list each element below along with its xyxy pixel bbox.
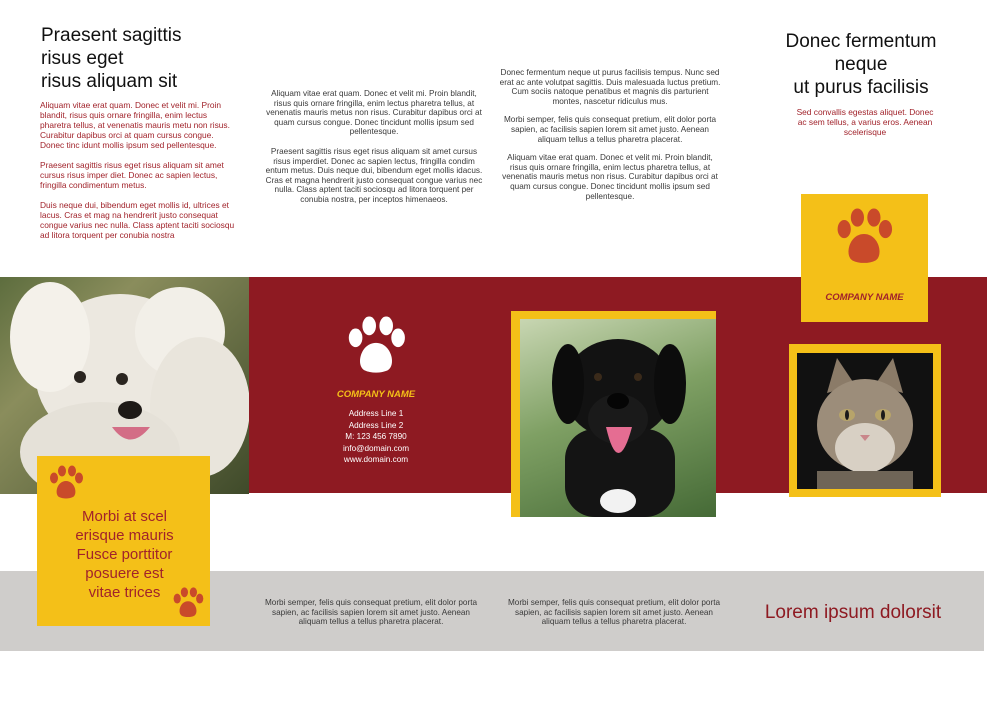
company-name: COMPANY NAME xyxy=(336,389,416,400)
paragraph: Praesent sagittis risus eget risus aliquam sit amet cursus risus imper diet. Donec ac sapien lectus, fringilla condimentum metus. xyxy=(40,160,224,190)
cat-photo xyxy=(797,353,933,489)
paw-print-icon xyxy=(341,314,411,382)
left-yellow-box-text: Morbi at scel erisque mauris Fusce porttitor posuere est vitae trices xyxy=(75,508,174,601)
paragraph: Aliquam vitae erat quam. Donec et velit mi. Proin blandit, risus quis ornare fringilla, enim lectus pharetra tellus, at venenatis mauris metus non risus. Curabitur dapibus orci at quam cursus congue. Donec tincidunt mollis ipsum sed pellentesque. xyxy=(502,153,718,201)
address-line: Address Line 2 xyxy=(348,420,404,430)
paragraph: Praesent sagittis risus eget risus aliquam sit amet cursus risus imperdiet. Donec ac sapien lectus, fringilla condim entum metus. Duis neque dui, bibendum eget mollis idacus. Cras et magna hendrerit justo consequat congue varius nec nulla. Class aptent taciti sociosqu ad litora torquent per conubia nostra, per inceptos himenaeos. xyxy=(265,146,483,204)
paragraph: Duis neque dui, bibendum eget mollis id, ultrices et lacus. Cras et mag na hendrerit justo consequat congue varius nec nulla. Class aptent taciti sociosqu ad litora torquent per conubia nostra xyxy=(40,200,235,240)
paw-print-icon xyxy=(46,464,86,504)
left-heading: Praesent sagittis risus eget risus aliquam sit xyxy=(41,25,182,92)
right-heading: Donec fermentum neque ut purus facilisis xyxy=(785,31,937,98)
column-three-text xyxy=(499,68,721,210)
paragraph: Donec fermentum neque ut purus facilisis tempus. Nunc sed erat ac ante volutpat sagittis. Duis malesuada luctus pretium. Cum sociis natoque penatibus et magnis dis parturient montes, nascetur ridiculus mus. xyxy=(499,68,721,106)
column-three-footer-text: Morbi semper, felis quis consequat pretium, elit dolor porta sapien, ac facilisis sapien lorem sit amet justo. Aenean aliquam tellus a tellus pharetra placerat. xyxy=(507,598,721,627)
paragraph: Aliquam vitae erat quam. Donec et velit mi. Proin blandit, risus quis ornare fringilla, enim lectus pharetra tellus, at venenatis mauris metu non risus. Curabitur dapibus orci at quam cursus congue. Donec tinc idunt mollis ipsum sed pellentesque. xyxy=(40,100,230,150)
black-dog-photo xyxy=(520,319,716,517)
website: www.domain.com xyxy=(343,455,409,464)
column-two-text xyxy=(262,89,486,215)
left-body-text xyxy=(40,100,240,250)
right-subtext: Sed convallis egestas aliquet. Donec ac sem tellus, a varius eros. Aenean scelerisque xyxy=(796,107,934,137)
address-line: Address Line 1 xyxy=(348,409,404,418)
paw-print-icon xyxy=(831,206,897,272)
email: info@domain.com xyxy=(342,443,410,453)
footer-title: Lorem ipsum dolorsit xyxy=(764,602,942,623)
paragraph: Aliquam vitae erat quam. Donec et velit mi. Proin blandit, risus quis ornare fringilla, enim lectus pharetra tellus, at venenatis mauris metus non risus. Curabitur dapibus orci at quam cursus congue. Donec tincidunt mollis ipsum sed pellentesque. xyxy=(266,89,482,137)
phone: M: 123 456 7890 xyxy=(345,432,407,441)
column-two-footer-text: Morbi semper, felis quis consequat pretium, elit dolor porta sapien, ac facilisis sapien lorem sit amet justo. Aenean aliquam tellus a tellus pharetra placerat. xyxy=(264,598,478,627)
contact-block xyxy=(313,408,439,466)
company-name: COMPANY NAME xyxy=(825,292,904,303)
paragraph: Morbi semper, felis quis consequat pretium, elit dolor porta sapien, ac facilisis sapien lorem sit amet justo. Aenean aliquam tellus a tellus pharetra placerat. xyxy=(503,115,717,144)
